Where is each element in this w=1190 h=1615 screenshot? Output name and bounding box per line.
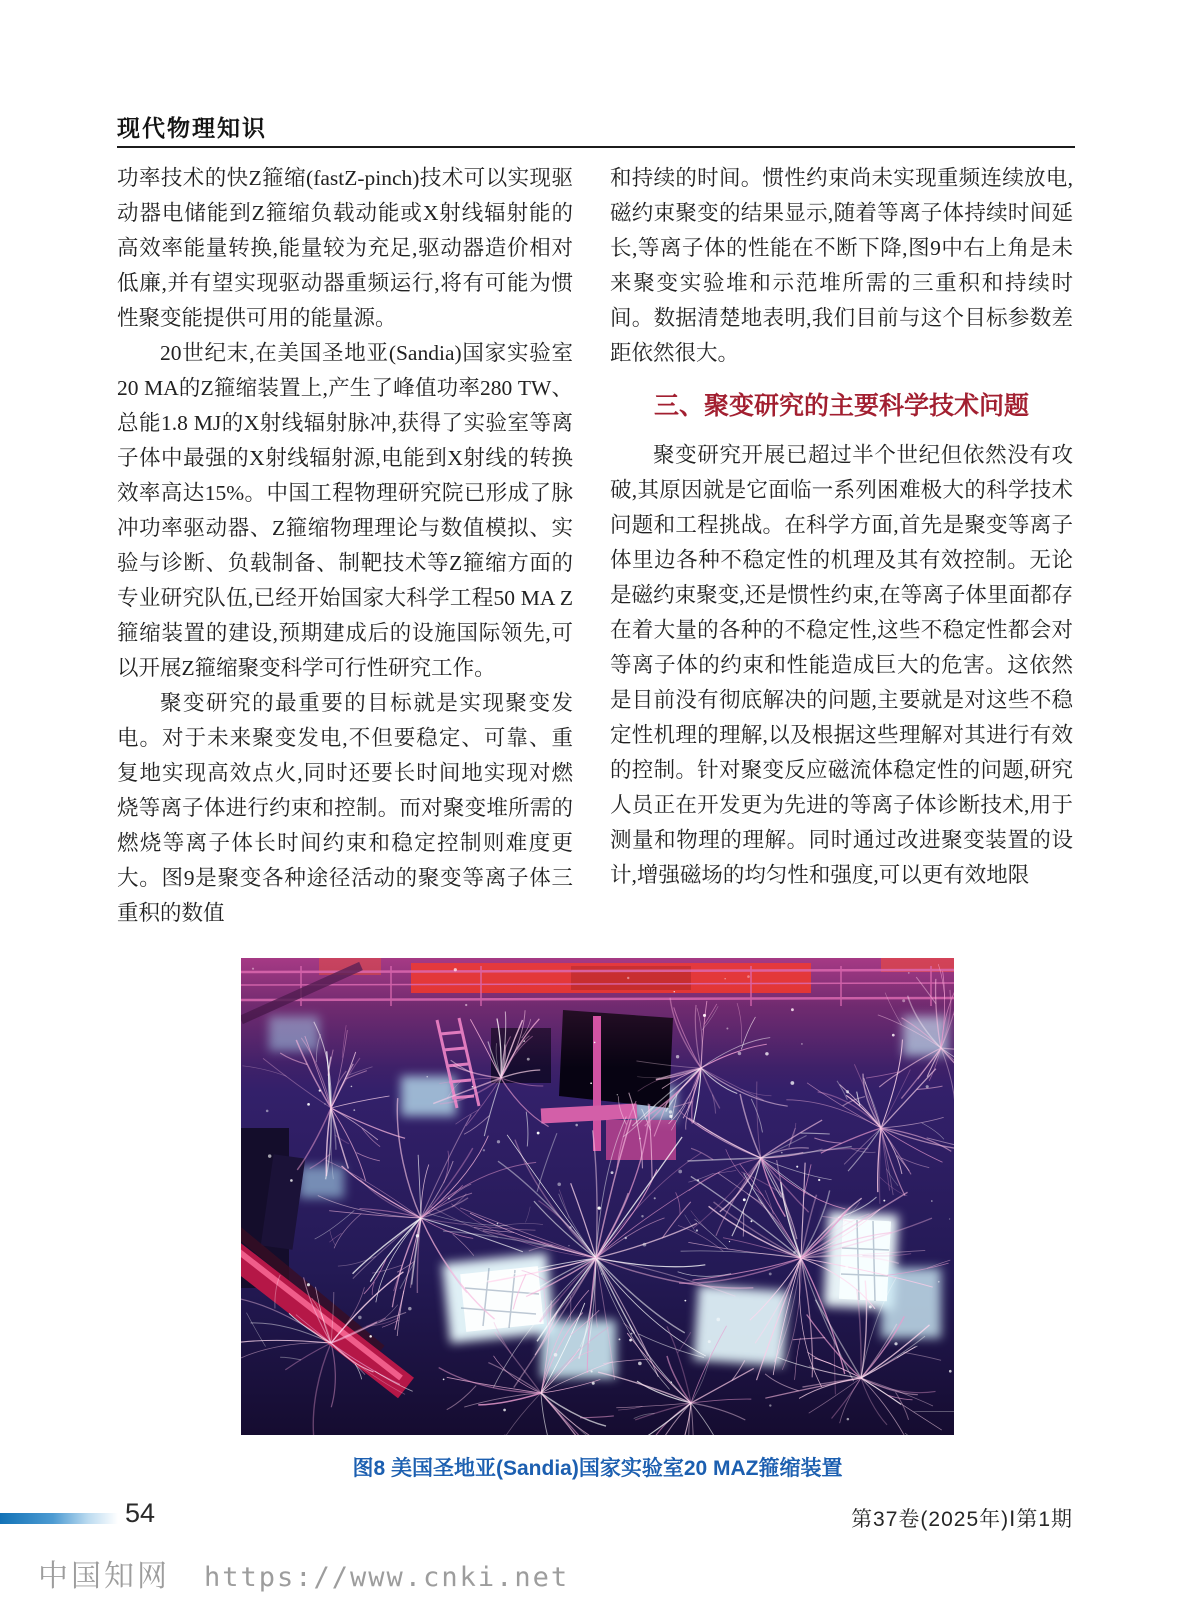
journal-title: 现代物理知识 [117, 115, 267, 141]
cnki-watermark [38, 1551, 569, 1595]
body-paragraph: 和持续的时间。惯性约束尚未实现重频连续放电,磁约束聚变的结果显示,随着等离子体持续时间延长,等离子体的性能在不断下降,图9中右上角是未来聚变实验堆和示范堆所需的三重积和持续时间。数据清楚地表明,我们目前与这个目标参数差距依然很大。 [610, 166, 1073, 365]
footer-accent-bar [0, 1513, 118, 1524]
watermark-brand: 中国知网 [38, 1560, 170, 1593]
text-column-right [610, 161, 1073, 893]
section-heading: 三、聚变研究的主要科学技术问题 [653, 392, 1029, 420]
text-column-left [117, 161, 573, 931]
figure8-z-machine-photo [241, 958, 954, 1435]
body-paragraph: 聚变研究的最重要的目标就是实现聚变发电。对于未来聚变发电,不但要稳定、可靠、重复地实现高效点火,同时还要长时间地实现对燃烧等离子体进行约束和控制。而对聚变堆所需的燃烧等离子体长时间约束和稳定控制则难度更大。图9是聚变各种途径活动的聚变等离子体三重积的数值 [117, 691, 573, 925]
figure-caption: 图8 美国圣地亚(Sandia)国家实验室20 MAZ箍缩装置 [352, 1457, 843, 1480]
header-divider [117, 146, 1075, 148]
body-paragraph: 聚变研究开展已超过半个世纪但依然没有攻破,其原因就是它面临一系列困难极大的科学技术问题和工程挑战。在科学方面,首先是聚变等离子体里边各种不稳定性的机理及其有效控制。无论是磁约束聚变,还是惯性约束,在等离子体里面都存在着大量的各种的不稳定性,这些不稳定性都会对等离子体的约束和性能造成巨大的危害。这依然是目前没有彻底解决的问题,主要就是对这些不稳定性机理的理解,以及根据这些理解对其进行有效的控制。针对聚变反应磁流体稳定性的问题,研究人员正在开发更为先进的等离子体诊断技术,用于测量和物理的理解。同时通过改进聚变装置的设计,增强磁场的均匀性和强度,可以更有效地限 [610, 443, 1073, 887]
footer-page-number: 54 [125, 1498, 156, 1528]
body-paragraph: 20世纪末,在美国圣地亚(Sandia)国家实验室20 MA的Z箍缩装置上,产生了峰值功率280 TW、总能1.8 MJ的X射线辐射脉冲,获得了实验室等离子体中最强的X射线辐射源,电能到X射线的转换效率高达15%。中国工程物理研究院已形成了脉冲功率驱动器、Z箍缩物理理论与数值模拟、实验与诊断、负载制备、制靶技术等Z箍缩方面的专业研究队伍,已经开始国家大科学工程50 MA Z箍缩装置的建设,预期建成后的设施国际领先,可以开展Z箍缩聚变科学可行性研究工作。 [117, 341, 573, 680]
footer-issue-info: 第37卷(2025年)Ⅰ第1期 [851, 1508, 1073, 1531]
body-paragraph: 功率技术的快Z箍缩(fastZ-pinch)技术可以实现驱动器电储能到Z箍缩负载动能或X射线辐射能的高效率能量转换,能量较为充足,驱动器造价相对低廉,并有望实现驱动器重频运行,将有可能为惯性聚变能提供可用的能量源。 [117, 166, 573, 330]
watermark-url: https://www.cnki.net [204, 1562, 570, 1593]
